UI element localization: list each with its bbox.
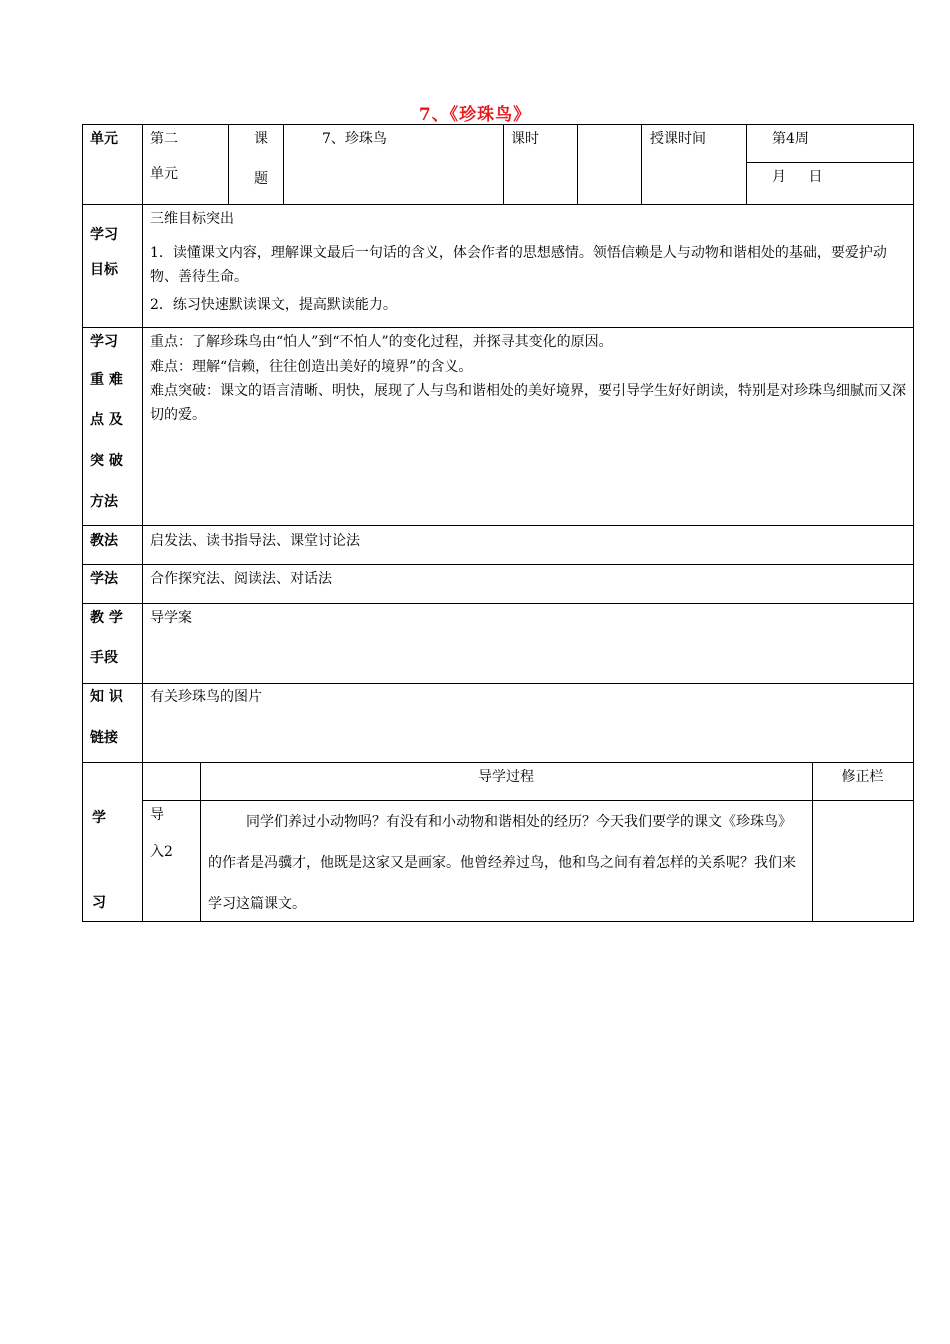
- table-border: [577, 124, 578, 204]
- teaching-method-value: 启发法、读书指导法、课堂讨论法: [150, 533, 360, 549]
- period-label: 课时: [511, 131, 539, 147]
- table-border: [503, 124, 504, 204]
- goals-label-line-1: 学习: [90, 227, 118, 243]
- teaching-means-label-line-1: 教 学: [90, 610, 123, 626]
- keypoints-focus: 重点：了解珍珠鸟由“怕人”到“不怕人”的变化过程，并探寻其变化的原因。: [150, 334, 613, 350]
- keypoints-breakthrough: 难点突破：课文的语言清晰、明快，展现了人与鸟和谐相处的美好境界，要引导学生好好朗读，特别是对珍珠鸟细腻而又深切的爱。: [150, 383, 906, 423]
- time-label: 授课时间: [650, 131, 706, 147]
- knowledge-link-label-line-2: 链接: [90, 730, 118, 746]
- keypoints-label-line-1: 学习: [90, 334, 118, 350]
- table-border: [82, 327, 914, 328]
- table-border: [283, 124, 284, 204]
- document-title: 7、《珍珠鸟》: [418, 105, 532, 125]
- table-border: [82, 124, 83, 921]
- step-label-line-1: 导: [150, 807, 164, 823]
- topic-label-line-2: 题: [254, 171, 268, 187]
- week-value: 第4周: [772, 131, 809, 147]
- table-border: [142, 124, 143, 921]
- table-border: [82, 204, 914, 205]
- topic-value: 7、珍珠鸟: [322, 131, 387, 147]
- teaching-method-label: 教法: [90, 533, 118, 549]
- process-label-line-1: 学: [92, 810, 106, 826]
- keypoints-difficulty: 难点：理解“信赖，往往创造出美好的境界”的含义。: [150, 359, 473, 375]
- teaching-means-value: 导学案: [150, 610, 192, 626]
- table-border: [82, 603, 914, 604]
- table-border: [82, 564, 914, 565]
- learning-method-value: 合作探究法、阅读法、对话法: [150, 571, 332, 587]
- knowledge-link-label-line-1: 知 识: [90, 689, 123, 705]
- goals-item-2: 2．练习快速默读课文，提高默读能力。: [150, 297, 397, 313]
- table-border: [746, 124, 747, 204]
- table-border: [142, 800, 914, 801]
- teaching-means-label-line-2: 手段: [90, 650, 118, 666]
- table-border: [82, 124, 914, 125]
- keypoints-label-line-3: 点 及: [90, 412, 123, 428]
- step-label-line-2: 入2: [150, 844, 173, 860]
- keypoints-label-line-2: 重 难: [90, 372, 123, 388]
- date-value: 月 日: [772, 169, 823, 185]
- process-label-line-2: 习: [92, 895, 106, 911]
- table-border: [641, 124, 642, 204]
- unit-value-line-1: 第二: [150, 131, 178, 147]
- revision-header: 修正栏: [841, 769, 884, 785]
- table-border: [913, 124, 914, 921]
- unit-label: 单元: [90, 131, 118, 147]
- keypoints-label-line-4: 突 破: [90, 453, 123, 469]
- knowledge-link-value: 有关珍珠鸟的图片: [150, 689, 262, 705]
- topic-label-line-1: 课: [254, 131, 268, 147]
- goals-heading: 三维目标突出: [150, 211, 234, 227]
- process-header: 导学过程: [478, 769, 534, 785]
- table-border: [746, 162, 914, 163]
- learning-method-label: 学法: [90, 571, 118, 587]
- goals-item-1: 1．读懂课文内容，理解课文最后一句话的含义，体会作者的思想感情。领悟信赖是人与动物和谐相处的基础，要爱护动物、善待生命。: [150, 245, 887, 285]
- table-border: [82, 683, 914, 684]
- table-border: [228, 124, 229, 204]
- table-border: [82, 525, 914, 526]
- unit-value-line-2: 单元: [150, 166, 178, 182]
- goals-label-line-2: 目标: [90, 262, 118, 278]
- table-border: [82, 762, 914, 763]
- keypoints-label-line-5: 方法: [90, 494, 118, 510]
- intro-text: 同学们养过小动物吗？有没有和小动物和谐相处的经历？今天我们要学的课文《珍珠鸟》的作者是冯骥才，他既是这家又是画家。他曾经养过鸟，他和鸟之间有着怎样的关系呢？我们来学习这篇课文。: [208, 814, 796, 912]
